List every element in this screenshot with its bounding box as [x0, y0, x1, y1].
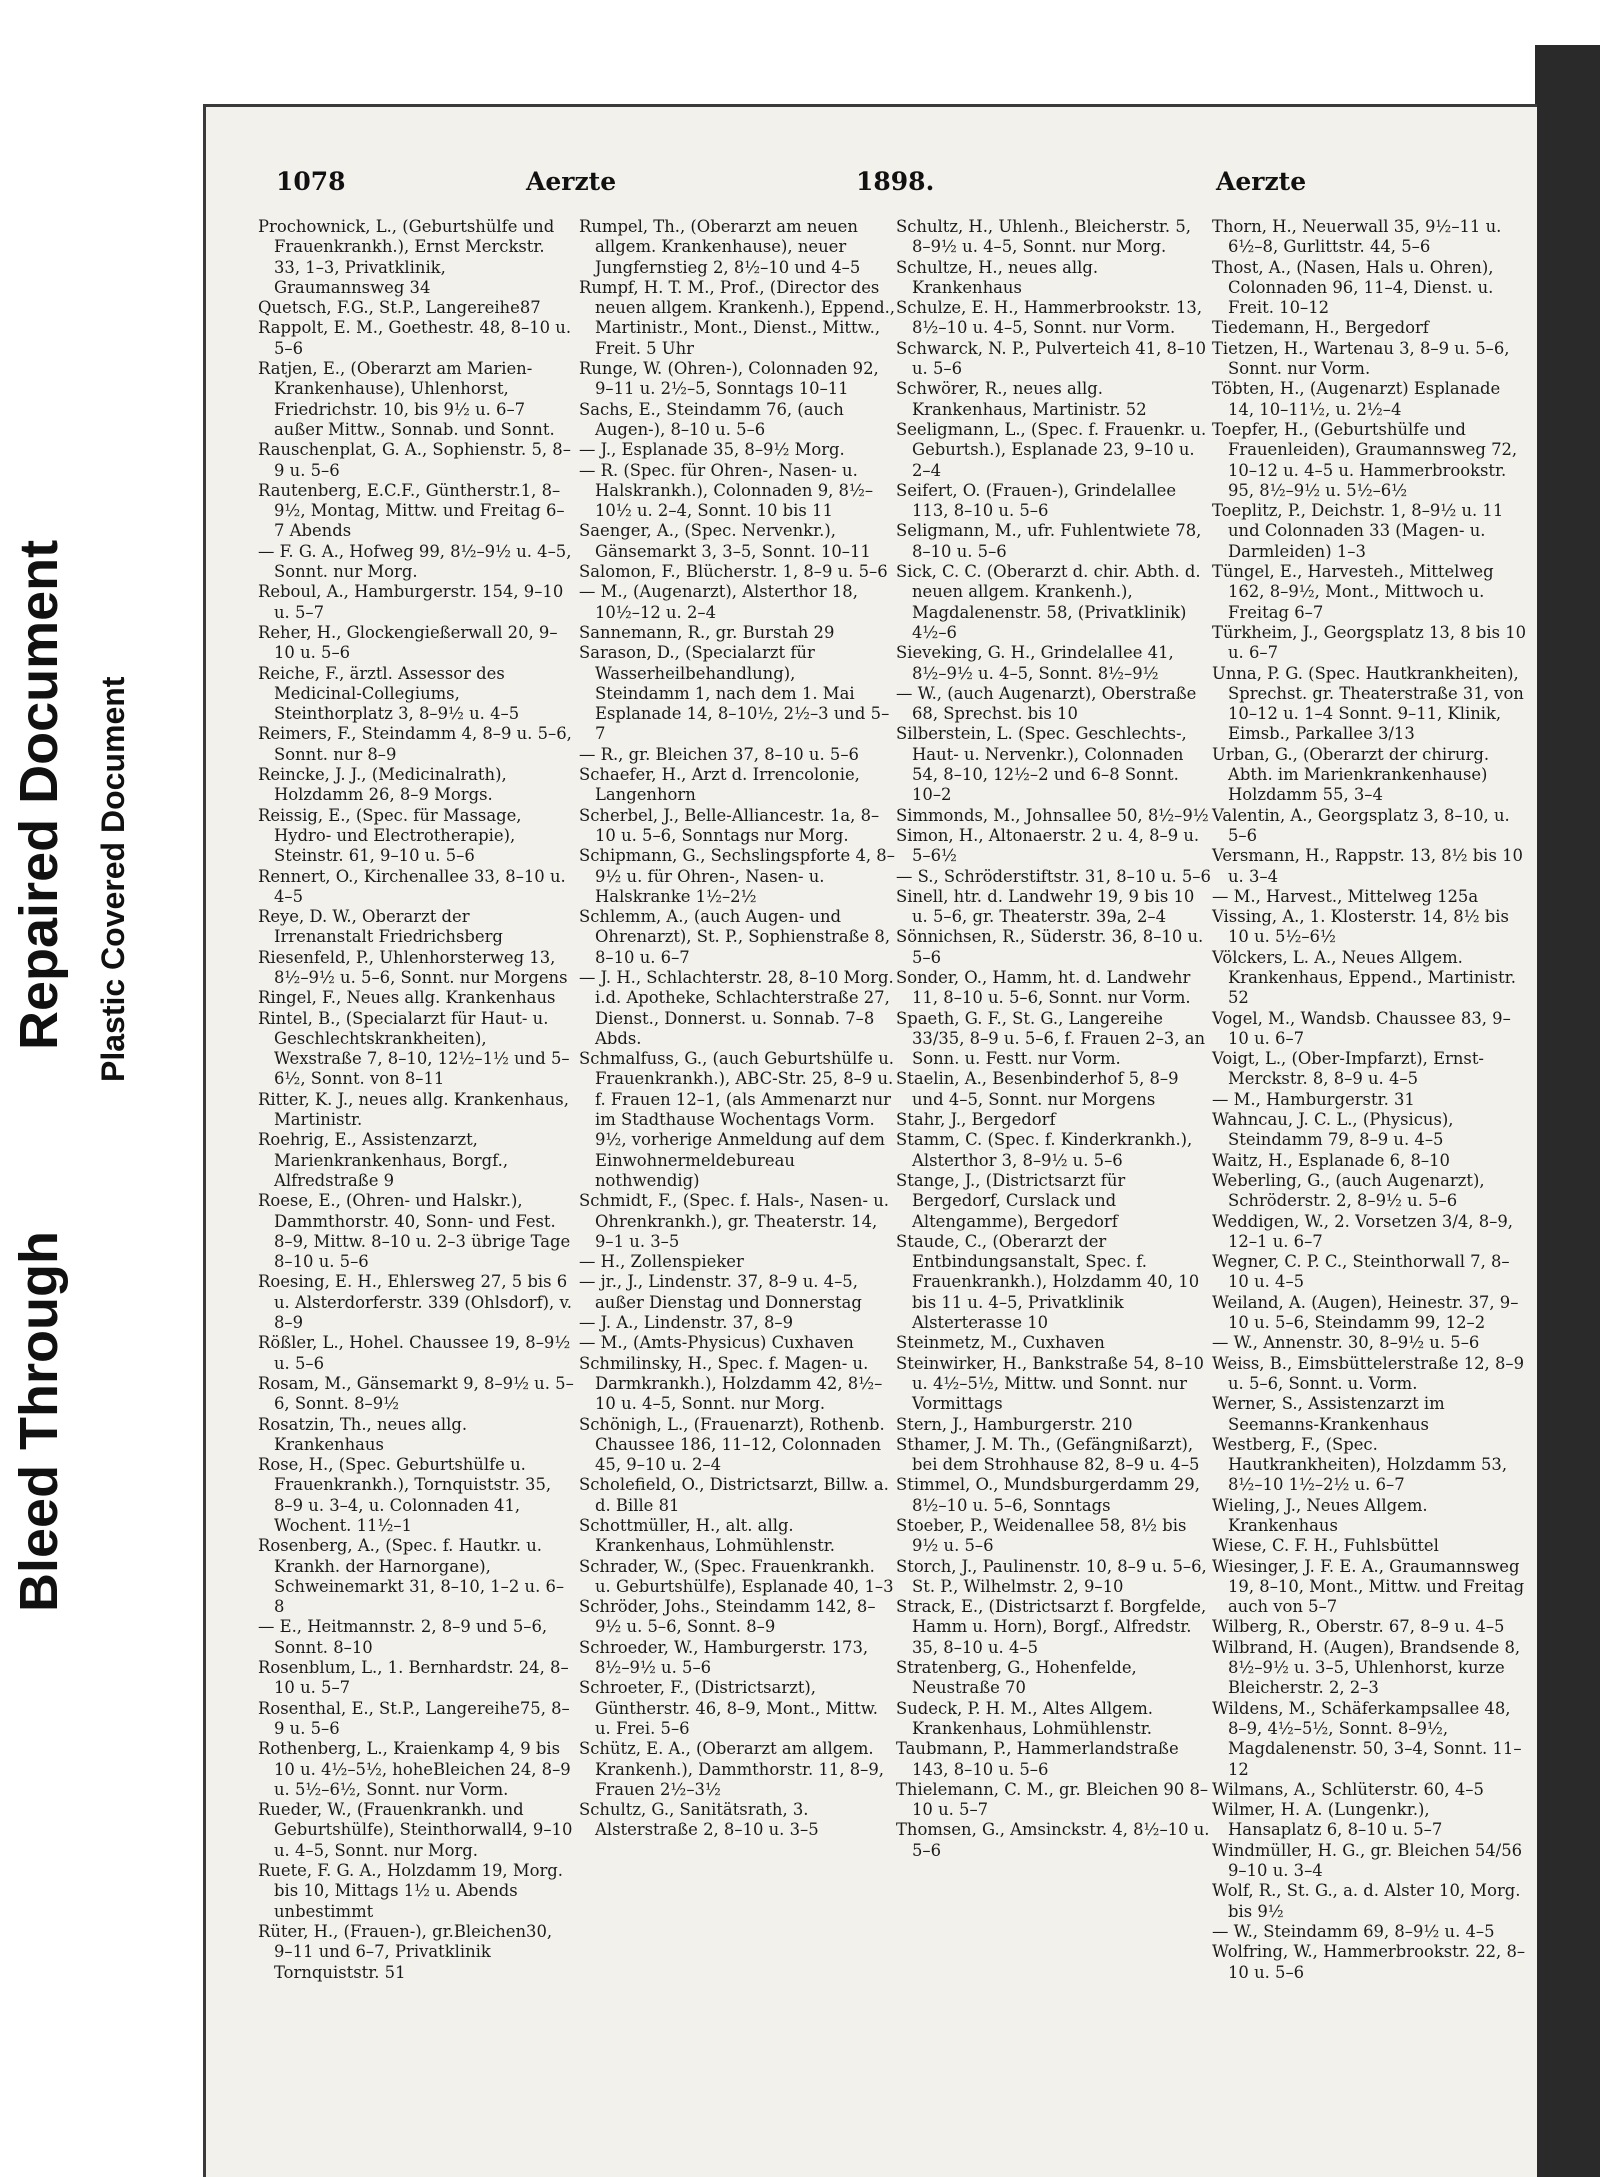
directory-entry: Runge, W. (Ohren-), Colonnaden 92, 9–11 u. 2½–5, Sonntags 10–11	[579, 359, 879, 399]
directory-entry: — R. (Spec. für Ohren-, Nasen- u. Halskrankh.), Colonnaden 9, 8½–10½ u. 2–4, Sonnt. 10 bis 11	[579, 460, 874, 521]
directory-entry: Toeplitz, P., Deichstr. 1, 8–9½ u. 11 und Colonnaden 33 (Magen- u. Darmleiden) 1–3	[1212, 501, 1504, 561]
directory-entry: Reher, H., Glockengießerwall 20, 9–10 u. 5–6	[258, 622, 558, 663]
directory-entry: Schroeter, F., (Districtsarzt), Güntherstr. 46, 8–9, Mont., Mittw. u. Frei. 5–6	[579, 1678, 879, 1738]
right-running-title: Aerzte	[1216, 167, 1307, 196]
directory-entry: — J., Esplanade 35, 8–9½ Morg.	[579, 440, 845, 460]
directory-entry: Wilmer, H. A. (Lungenkr.), Hansaplatz 6, 8–10 u. 5–7	[1212, 1800, 1443, 1840]
directory-entry: Taubmann, P., Hammerlandstraße 143, 8–10 u. 5–6	[896, 1739, 1179, 1779]
directory-entry: Rautenberg, E.C.F., Güntherstr.1, 8–9½, Montag, Mittw. und Freitag 6–7 Abends	[258, 480, 565, 541]
bleed-through-label: Bleed Through	[9, 1231, 69, 1612]
directory-entry: Schottmüller, H., alt. allg. Krankenhaus, Lohmühlenstr.	[579, 1516, 836, 1556]
directory-entry: Schipmann, G., Sechslingspforte 4, 8–9½ u. für Ohren-, Nasen- u. Halskranke 1½–2½	[579, 846, 895, 906]
page-header	[276, 167, 1456, 207]
directory-entry: Staude, C., (Oberarzt der Entbindungsanstalt, Spec. f. Frauenkrankh.), Holzdamm 40, 10 bis 11 u. 4–5, Privatklinik Alsterterasse 10	[896, 1231, 1200, 1333]
scan-annotation-strip	[0, 0, 170, 2177]
directory-entry: Schwörer, R., neues allg. Krankenhaus, Martinistr. 52	[896, 379, 1147, 419]
directory-entry: Tiedemann, H., Bergedorf	[1212, 318, 1429, 338]
directory-entry: — J. A., Lindenstr. 37, 8–9	[579, 1313, 793, 1333]
directory-entry: Sönnichsen, R., Süderstr. 36, 8–10 u. 5–6	[896, 927, 1204, 967]
directory-entry: Rose, H., (Spec. Geburtshülfe u. Frauenkrankh.), Tornquiststr. 35, 8–9 u. 3–4, u. Colonnaden 41, Wochent. 11½–1	[258, 1455, 552, 1535]
directory-entry: Wilbrand, H. (Augen), Brandsende 8, 8½–9½ u. 3–5, Uhlenhorst, kurze Bleicherstr. 2, 2–3	[1212, 1637, 1521, 1698]
directory-entry: — M., (Amts-Physicus) Cuxhaven	[579, 1333, 854, 1353]
directory-entry: Wilberg, R., Oberstr. 67, 8–9 u. 4–5	[1212, 1617, 1505, 1637]
directory-entry: — W., Steindamm 69, 8–9½ u. 4–5	[1212, 1921, 1495, 1941]
directory-entry: Wieling, J., Neues Allgem. Krankenhaus	[1212, 1495, 1428, 1535]
directory-entry: Wiesinger, J. F. E. A., Graumannsweg 19, 8–10, Mont., Mittw. und Freitag auch von 5–7	[1212, 1556, 1525, 1617]
directory-entry: — jr., J., Lindenstr. 37, 8–9 u. 4–5, außer Dienstag und Donnerstag	[579, 1272, 862, 1312]
directory-entry: Strack, E., (Districtsarzt f. Borgfelde, Hamm u. Horn), Borgf., Alfredstr. 35, 8–10 u. 4–5	[896, 1597, 1207, 1657]
page-number: 1078	[276, 167, 346, 196]
directory-entry: Simon, H., Altonaerstr. 2 u. 4, 8–9 u. 5–6½	[896, 825, 1200, 866]
directory-entry: — R., gr. Bleichen 37, 8–10 u. 5–6	[579, 744, 859, 764]
directory-entry: Tüngel, E., Harvesteh., Mittelweg 162, 8–9½, Mont., Mittwoch u. Freitag 6–7	[1212, 562, 1494, 622]
directory-entry: Stimmel, O., Mundsburgerdamm 29, 8½–10 u. 5–6, Sonntags	[896, 1475, 1200, 1515]
directory-entry: Schlemm, A., (auch Augen- und Ohrenarzt), St. P., Sophienstraße 8, 8–10 u. 6–7	[579, 907, 891, 967]
column-1	[258, 217, 574, 1983]
directory-entry: Reissig, E., (Spec. für Massage, Hydro- und Electrotherapie), Steinstr. 61, 9–10 u. 5–6	[258, 805, 522, 866]
directory-entry: Reye, D. W., Oberarzt der Irrenanstalt Friedrichsberg	[258, 907, 503, 947]
column-3	[896, 217, 1212, 1861]
directory-entry: Rosam, M., Gänsemarkt 9, 8–9½ u. 5–6, Sonnt. 8–9½	[258, 1373, 574, 1414]
directory-entry: Türkheim, J., Georgsplatz 13, 8 bis 10 u. 6–7	[1212, 622, 1527, 663]
directory-entry: Reincke, J. J., (Medicinalrath), Holzdamm 26, 8–9 Morgs.	[258, 765, 507, 805]
directory-entry: — J. H., Schlachterstr. 28, 8–10 Morg. i.d. Apotheke, Schlachterstraße 27, Dienst., Donnerst. u. Sonnab. 7–8 Abds.	[579, 967, 894, 1048]
directory-entry: — M., (Augenarzt), Alsterthor 18, 10½–12 u. 2–4	[579, 582, 858, 622]
directory-entry: Sick, C. C. (Oberarzt d. chir. Abth. d. neuen allgem. Krankenh.), Magdalenenstr. 58, (Privatklinik) 4½–6	[896, 562, 1201, 642]
directory-entry: Rumpel, Th., (Oberarzt am neuen allgem. Krankenhause), neuer Jungfernstieg 2, 8½–10 und 4–5	[579, 217, 861, 277]
directory-entry: Seifert, O. (Frauen-), Grindelallee 113, 8–10 u. 5–6	[896, 480, 1177, 521]
directory-entry: Stratenberg, G., Hohenfelde, Neustraße 70	[896, 1658, 1137, 1698]
directory-entry: Wolfring, W., Hammerbrookstr. 22, 8–10 u. 5–6	[1212, 1942, 1526, 1982]
directory-entry: Völckers, L. A., Neues Allgem. Krankenhaus, Eppend., Martinistr. 52	[1212, 947, 1516, 1008]
directory-entry: Sudeck, P. H. M., Altes Allgem. Krankenhaus, Lohmühlenstr.	[896, 1698, 1154, 1738]
directory-entry: Wegner, C. P. C., Steinthorwall 7, 8–10 u. 4–5	[1212, 1252, 1510, 1292]
directory-entry: Reboul, A., Hamburgerstr. 154, 9–10 u. 5–7	[258, 582, 564, 622]
directory-entry: Rauschenplat, G. A., Sophienstr. 5, 8–9 u. 5–6	[258, 440, 571, 480]
directory-entry: Vissing, A., 1. Klosterstr. 14, 8½ bis 10 u. 5½–6½	[1212, 907, 1509, 947]
directory-page	[203, 104, 1537, 2177]
directory-entry: Schröder, Johs., Steindamm 142, 8–9½ u. 5–6, Sonnt. 8–9	[579, 1597, 876, 1637]
directory-entry: Rüter, H., (Frauen-), gr.Bleichen30, 9–11 und 6–7, Privatklinik Tornquiststr. 51	[258, 1921, 553, 1982]
directory-entry: Steinwirker, H., Bankstraße 54, 8–10 u. 4½–5½, Mittw. und Sonnt. nur Vormittags	[896, 1353, 1204, 1414]
directory-entry: Rennert, O., Kirchenallee 33, 8–10 u. 4–5	[258, 866, 566, 906]
directory-entry: Valentin, A., Georgsplatz 3, 8–10, u. 5–6	[1212, 805, 1510, 845]
directory-entry: Toepfer, H., (Geburtshülfe und Frauenleiden), Graumannsweg 72, 10–12 u. 4–5 u. Hammerbrookstr. 95, 8½–9½ u. 5½–6½	[1212, 419, 1518, 500]
directory-entry: Rueder, W., (Frauenkrankh. und Geburtshülfe), Steinthorwall4, 9–10 u. 4–5, Sonnt. nur Morg.	[258, 1800, 573, 1860]
directory-entry: Schönigh, L., (Frauenarzt), Rothenb. Chaussee 186, 11–12, Colonnaden 45, 9–10 u. 2–4	[579, 1414, 885, 1475]
directory-entry: Scholefield, O., Districtsarzt, Billw. a. d. Bille 81	[579, 1475, 889, 1515]
directory-entry: Sinell, htr. d. Landwehr 19, 9 bis 10 u. 5–6, gr. Theaterstr. 39a, 2–4	[896, 886, 1195, 927]
plastic-covered-label: Plastic Covered Document	[95, 676, 131, 1082]
directory-entry: — H., Zollenspieker	[579, 1252, 744, 1272]
directory-entry: Stoeber, P., Weidenallee 58, 8½ bis 9½ u. 5–6	[896, 1516, 1187, 1556]
directory-entry: Werner, S., Assistenzarzt im Seemanns-Krankenhaus	[1212, 1394, 1445, 1434]
directory-entry: — M., Harvest., Mittelweg 125a	[1212, 886, 1479, 906]
directory-entry: Weiland, A. (Augen), Heinestr. 37, 9–10 u. 5–6, Steindamm 99, 12–2	[1212, 1292, 1519, 1333]
directory-entry: Stamm, C. (Spec. f. Kinderkrankh.), Alsterthor 3, 8–9½ u. 5–6	[896, 1130, 1193, 1170]
directory-entry: Wilmans, A., Schlüterstr. 60, 4–5	[1212, 1779, 1484, 1799]
directory-entry: Rintel, B., (Specialarzt für Haut- u. Geschlechtskrankheiten), Wexstraße 7, 8–10, 12½–1½ und 5–6½, Sonnt. von 8–11	[258, 1008, 570, 1089]
directory-entry: Schultz, H., Uhlenh., Bleicherstr. 5, 8–9½ u. 4–5, Sonnt. nur Morg.	[896, 217, 1191, 257]
directory-entry: Roese, E., (Ohren- und Halskr.), Dammthorstr. 40, Sonn- und Fest. 8–9, Mittw. 8–10 u. 2–3 übrige Tage 8–10 u. 5–6	[258, 1191, 571, 1272]
directory-entry: Prochownick, L., (Geburtshülfe und Frauenkrankh.), Ernst Merckstr. 33, 1–3, Privatklinik, Graumannsweg 34	[258, 217, 555, 297]
directory-entry: Vogel, M., Wandsb. Chaussee 83, 9–10 u. 6–7	[1212, 1008, 1511, 1048]
directory-entry: Scherbel, J., Belle-Alliancestr. 1a, 8–10 u. 5–6, Sonntags nur Morg.	[579, 805, 880, 845]
directory-entry: Töbten, H., (Augenarzt) Esplanade 14, 10–11½, u. 2½–4	[1212, 379, 1501, 419]
directory-entry: Rosenthal, E., St.P., Langereihe75, 8–9 u. 5–6	[258, 1698, 570, 1738]
directory-entry: Schroeder, W., Hamburgerstr. 173, 8½–9½ u. 5–6	[579, 1637, 869, 1678]
directory-entry: Rosatzin, Th., neues allg. Krankenhaus	[258, 1414, 468, 1454]
directory-entry: Reiche, F., ärztl. Assessor des Medicinal-Collegiums, Steinthorplatz 3, 8–9½ u. 4–5	[258, 663, 520, 724]
directory-entry: — W., (auch Augenarzt), Oberstraße 68, Sprechst. bis 10	[896, 683, 1197, 724]
year-heading: 1898.	[856, 167, 935, 196]
directory-entry: Wiese, C. F. H., Fuhlsbüttel	[1212, 1536, 1439, 1556]
directory-entry: Unna, P. G. (Spec. Hautkrankheiten), Sprechst. gr. Theaterstraße 31, von 10–12 u. 1–4 Sonnt. 9–11, Klinik, Eimsb., Parkallee 3/13	[1212, 663, 1524, 744]
directory-entry: — M., Hamburgerstr. 31	[1212, 1089, 1415, 1109]
repaired-document-label: Repaired Document	[9, 539, 69, 1050]
directory-entry: Roesing, E. H., Ehlersweg 27, 5 bis 6 u. Alsterdorferstr. 339 (Ohlsdorf), v. 8–9	[258, 1272, 572, 1333]
directory-entry: Sieveking, G. H., Grindelallee 41, 8½–9½ u. 4–5, Sonnt. 8½–9½	[896, 643, 1174, 683]
directory-entry: Sachs, E., Steindamm 76, (auch Augen-), 8–10 u. 5–6	[579, 399, 844, 439]
column-4	[1212, 217, 1528, 1983]
directory-entry: Stange, J., (Districtsarzt für Bergedorf, Curslack und Altengamme), Bergedorf	[896, 1170, 1126, 1231]
directory-entry: Versmann, H., Rappstr. 13, 8½ bis 10 u. 3–4	[1212, 846, 1523, 886]
directory-entry: Rosenblum, L., 1. Bernhardstr. 24, 8–10 u. 5–7	[258, 1658, 569, 1698]
directory-entry: Urban, G., (Oberarzt der chirurg. Abth. im Marienkrankenhause) Holzdamm 55, 3–4	[1212, 744, 1490, 805]
directory-entry: Sannemann, R., gr. Burstah 29	[579, 622, 835, 642]
directory-entry: Seligmann, M., ufr. Fuhlentwiete 78, 8–10 u. 5–6	[896, 521, 1202, 561]
directory-entry: Riesenfeld, P., Uhlenhorsterweg 13, 8½–9½ u. 5–6, Sonnt. nur Morgens	[258, 947, 568, 987]
directory-entry: Schmilinsky, H., Spec. f. Magen- u. Darmkrankh.), Holzdamm 42, 8½–10 u. 4–5, Sonnt. nur Morg.	[579, 1353, 883, 1414]
directory-entry: Sthamer, J. M. Th., (Gefängnißarzt), bei dem Strohhause 82, 8–9 u. 4–5	[896, 1434, 1200, 1475]
directory-entry: — W., Annenstr. 30, 8–9½ u. 5–6	[1212, 1333, 1480, 1353]
directory-entry: Stern, J., Hamburgerstr. 210	[896, 1414, 1133, 1434]
directory-entry: Schmalfuss, G., (auch Geburtshülfe u. Frauenkrankh.), ABC-Str. 25, 8–9 u. f. Frauen 12–1, (als Ammenarzt nur im Stadthause Wochentags Vorm. 9½, vorherige Anmeldung auf dem Einwohnermeldebureau nothwendig)	[579, 1049, 894, 1190]
directory-entry: Sarason, D., (Specialarzt für Wasserheilbehandlung), Steindamm 1, nach dem 1. Mai Esplanade 14, 8–10½, 2½–3 und 5–7	[579, 643, 890, 744]
directory-entry: Voigt, L., (Ober-Impfarzt), Ernst-Merckstr. 8, 8–9 u. 4–5	[1212, 1049, 1484, 1089]
directory-entry: Steinmetz, M., Cuxhaven	[896, 1333, 1105, 1353]
directory-entry: Schwarck, N. P., Pulverteich 41, 8–10 u. 5–6	[896, 338, 1207, 379]
directory-entry: Quetsch, F.G., St.P., Langereihe87	[258, 298, 541, 318]
directory-entry: Schultze, H., neues allg. Krankenhaus	[896, 257, 1099, 297]
directory-entry: Rumpf, H. T. M., Prof., (Director des neuen allgem. Krankenh.), Eppend., Martinistr., Mont., Dienst., Mittw., Freit. 5 Uhr	[579, 277, 895, 358]
directory-entry: Saenger, A., (Spec. Nervenkr.), Gänsemarkt 3, 3–5, Sonnt. 10–11	[579, 521, 871, 561]
directory-entry: Westberg, F., (Spec. Hautkrankheiten), Holzdamm 53, 8½–10 1½–2½ u. 6–7	[1212, 1434, 1508, 1495]
directory-entry: Thielemann, C. M., gr. Bleichen 90 8–10 u. 5–7	[896, 1779, 1209, 1820]
directory-entry: Schmidt, F., (Spec. f. Hals-, Nasen- u. Ohrenkrankh.), gr. Theaterstr. 14, 9–1 u. 3–5	[579, 1191, 889, 1251]
directory-entry: Simmonds, M., Johnsallee 50, 8½–9½	[896, 805, 1209, 825]
directory-entry: Rappolt, E. M., Goethestr. 48, 8–10 u. 5–6	[258, 318, 572, 358]
directory-entry: Spaeth, G. F., St. G., Langereihe 33/35, 8–9 u. 5–6, f. Frauen 2–3, an Sonn. u. Festt. nur Vorm.	[896, 1008, 1206, 1069]
directory-entry: Sonder, O., Hamm, ht. d. Landwehr 11, 8–10 u. 5–6, Sonnt. nur Vorm.	[896, 967, 1191, 1008]
directory-entry: Wahncau, J. C. L., (Physicus), Steindamm 79, 8–9 u. 4–5	[1212, 1110, 1454, 1150]
directory-entry: Rothenberg, L., Kraienkamp 4, 9 bis 10 u. 4½–5½, hoheBleichen 24, 8–9 u. 5½–6½, Sonnt. nur Vorm.	[258, 1739, 571, 1799]
directory-entry: Staelin, A., Besenbinderhof 5, 8–9 und 4–5, Sonnt. nur Morgens	[896, 1069, 1179, 1109]
directory-entry: Thomsen, G., Amsinckstr. 4, 8½–10 u. 5–6	[896, 1820, 1210, 1860]
directory-entry: Salomon, F., Blücherstr. 1, 8–9 u. 5–6	[579, 562, 888, 582]
directory-entry: Rosenberg, A., (Spec. f. Hautkr. u. Krankh. der Harnorgane), Schweinemarkt 31, 8–10, 1–2 u. 6–8	[258, 1536, 565, 1617]
left-running-title: Aerzte	[526, 167, 617, 196]
directory-entry: Wolf, R., St. G., a. d. Alster 10, Morg. bis 9½	[1212, 1881, 1521, 1921]
directory-entry: Weiss, B., Eimsbüttelerstraße 12, 8–9 u. 5–6, Sonnt. u. Vorm.	[1212, 1353, 1525, 1393]
directory-entry: Schultz, G., Sanitätsrath, 3. Alsterstraße 2, 8–10 u. 3–5	[579, 1800, 819, 1840]
directory-entry: Ritter, K. J., neues allg. Krankenhaus, Martinistr.	[258, 1089, 569, 1130]
directory-entry: Windmüller, H. G., gr. Bleichen 54/56 9–10 u. 3–4	[1212, 1840, 1523, 1881]
directory-entry: Wildens, M., Schäferkampsallee 48, 8–9, 4½–5½, Sonnt. 8–9½, Magdalenenstr. 50, 3–4, Sonnt. 11–12	[1212, 1698, 1522, 1779]
directory-entry: — F. G. A., Hofweg 99, 8½–9½ u. 4–5, Sonnt. nur Morg.	[258, 541, 572, 582]
directory-entry: Stahr, J., Bergedorf	[896, 1110, 1056, 1130]
directory-entry: Weddigen, W., 2. Vorsetzen 3/4, 8–9, 12–1 u. 6–7	[1212, 1211, 1513, 1251]
scan-dark-edge	[1535, 45, 1600, 2177]
directory-entry: Schulze, E. H., Hammerbrookstr. 13, 8½–10 u. 4–5, Sonnt. nur Vorm.	[896, 298, 1203, 338]
directory-entry: Silberstein, L. (Spec. Geschlechts-, Haut- u. Nervenkr.), Colonnaden 54, 8–10, 12½–2 und 6–8 Sonnt. 10–2	[896, 724, 1187, 805]
directory-entry: Ruete, F. G. A., Holzdamm 19, Morg. bis 10, Mittags 1½ u. Abends unbestimmt	[258, 1861, 564, 1921]
directory-entry: Waitz, H., Esplanade 6, 8–10	[1212, 1150, 1450, 1170]
directory-entry: Schrader, W., (Spec. Frauenkrankh. u. Geburtshülfe), Esplanade 40, 1–3	[579, 1556, 894, 1596]
directory-entry: Seeligmann, L., (Spec. f. Frauenkr. u. Geburtsh.), Esplanade 23, 9–10 u. 2–4	[896, 419, 1207, 480]
directory-entry: — S., Schröderstiftstr. 31, 8–10 u. 5–6	[896, 866, 1211, 886]
directory-entry: Reimers, F., Steindamm 4, 8–9 u. 5–6, Sonnt. nur 8–9	[258, 724, 572, 764]
directory-entry: Roehrig, E., Assistenzarzt, Marienkrankenhaus, Borgf., Alfredstraße 9	[258, 1130, 509, 1190]
directory-entry: Rößler, L., Hohel. Chaussee 19, 8–9½ u. 5–6	[258, 1333, 571, 1373]
directory-entry: Schaefer, H., Arzt d. Irrencolonie, Langenhorn	[579, 765, 860, 805]
directory-entry: — E., Heitmannstr. 2, 8–9 und 5–6, Sonnt. 8–10	[258, 1617, 548, 1657]
directory-entry: Thorn, H., Neuerwall 35, 9½–11 u. 6½–8, Gurlittstr. 44, 5–6	[1212, 217, 1502, 257]
directory-entry: Ratjen, E., (Oberarzt am Marien-Krankenhause), Uhlenhorst, Friedrichstr. 10, bis 9½ u. 6–7 außer Mittw., Sonnab. und Sonnt.	[258, 359, 555, 439]
column-2	[579, 217, 895, 1841]
directory-entry: Ringel, F., Neues allg. Krankenhaus	[258, 988, 556, 1008]
directory-entry: Thost, A., (Nasen, Hals u. Ohren), Colonnaden 96, 11–4, Dienst. u. Freit. 10–12	[1212, 257, 1494, 318]
directory-entry: Tietzen, H., Wartenau 3, 8–9 u. 5–6, Sonnt. nur Vorm.	[1212, 338, 1510, 379]
directory-entry: Storch, J., Paulinenstr. 10, 8–9 u. 5–6, St. P., Wilhelmstr. 2, 9–10	[896, 1556, 1207, 1596]
directory-entry: Weberling, G., (auch Augenarzt), Schröderstr. 2, 8–9½ u. 5–6	[1212, 1170, 1485, 1211]
directory-entry: Schütz, E. A., (Oberarzt am allgem. Krankenh.), Dammthorstr. 11, 8–9, Frauen 2½–3½	[579, 1739, 885, 1799]
